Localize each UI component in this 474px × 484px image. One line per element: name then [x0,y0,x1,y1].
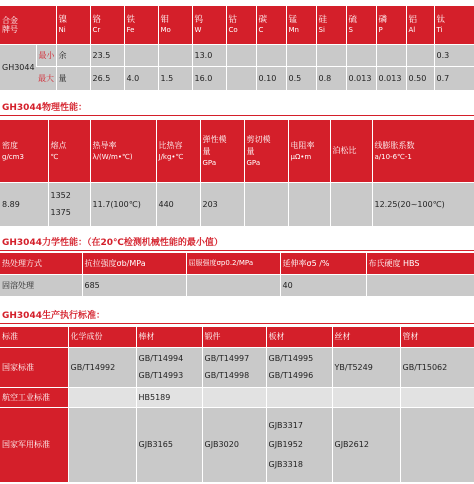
header-unit: GPa [246,158,261,167]
standard-code: GJB3317 [268,421,303,431]
element-header-al [406,6,434,45]
military-standard-row [0,408,474,483]
physical-section-title: GH3044物理性能： [2,103,87,113]
tube-standard [400,408,474,483]
element-name: 铁 [126,15,136,26]
alloy-grade-header [0,6,56,45]
row-label: 国家标准 [0,347,68,387]
standard-code: GJB1952 [268,440,303,450]
element-header-si [316,6,346,45]
plate-header: 板材 [266,327,332,347]
min-label: 最小 [36,45,56,67]
standard-code: GB/T14997 [204,354,250,364]
header-line: 熔点 [50,140,67,150]
resistivity-header [288,120,330,182]
element-name: 锰 [288,15,298,26]
composition-cell [286,45,316,67]
composition-cell [226,66,256,90]
density-header [0,120,48,182]
elongation-value: 40 [280,274,366,296]
composition-cell: 0.5 [286,66,316,90]
section-divider [0,250,474,251]
tube-header: 管材 [400,327,474,347]
production-section-title: GH3044生产执行标准： [2,311,105,321]
tube-standard [400,387,474,407]
composition-cell [158,45,192,67]
plate-standards [266,387,332,407]
composition-min-row [0,45,474,67]
composition-cell: 0.3 [434,45,474,67]
wire-standard: GJB2612 [332,408,400,483]
chemistry-header: 化学成份 [68,327,136,347]
element-header-cr [90,6,124,45]
standard-header: 标准 [0,327,68,347]
header-line: 合金 [2,16,18,26]
header-line: 密度 [2,140,18,150]
header-line: 泊松比 [332,146,357,156]
header-unit: a/10-6℃-1 [374,152,412,161]
element-header-mo [158,6,192,45]
element-symbol: P [378,26,383,35]
mechanical-values-row [0,274,474,296]
composition-cell: 16.0 [192,66,226,90]
physical-header-row [0,120,474,182]
composition-cell [316,45,346,67]
heat-treatment-value: 固溶处理 [0,274,82,296]
forging-standards: GJB3020 [202,408,266,483]
wire-header: 丝材 [332,327,400,347]
element-header-ti [434,6,474,45]
chemistry-standard [68,408,136,483]
element-symbol: Ni [58,26,66,35]
section-divider [0,115,474,116]
composition-cell: 23.5 [90,45,124,67]
melting-point-header [48,120,90,182]
composition-table [0,6,474,90]
element-name: 钼 [160,15,170,26]
element-name: 钴 [228,15,238,26]
thermal-conductivity-value: 11.7(100℃) [90,182,156,226]
element-name: 硫 [348,15,358,26]
composition-cell: 13.0 [192,45,226,67]
elastic-modulus-value: 203 [200,182,244,226]
standard-code: GB/T14993 [138,371,184,381]
density-value: 8.89 [0,182,48,226]
header-unit: J/kg•℃ [158,152,184,161]
physical-table [0,120,474,226]
element-symbol: Fe [126,26,135,35]
tensile-strength-value: 685 [82,274,186,296]
bar-standards [136,347,202,387]
ni-balance-bottom: 量 [56,66,90,90]
standard-code: GB/T14996 [268,371,314,381]
header-unit: GPa [202,158,217,167]
expansion-coefficient-value: 12.25(20~100℃) [372,182,474,226]
element-header-w [192,6,226,45]
element-symbol: Al [408,26,416,35]
production-table [0,327,474,482]
header-unit: ℃ [50,152,59,161]
tube-standard: GB/T15062 [400,347,474,387]
composition-cell: 0.013 [376,66,406,90]
composition-max-row [0,66,474,90]
production-header-row [0,327,474,347]
wire-standard [332,387,400,407]
chemistry-standard: GB/T14992 [68,347,136,387]
composition-cell [406,45,434,67]
hardness-header: 布氏硬度 HBS [366,253,474,274]
element-symbol: Mo [160,26,171,35]
poisson-ratio-value [330,182,372,226]
forging-standards [202,347,266,387]
plate-standards [266,347,332,387]
element-name: 磷 [378,15,388,26]
composition-cell: 0.7 [434,66,474,90]
thermal-conductivity-header [90,120,156,182]
composition-cell: 26.5 [90,66,124,90]
element-symbol: Cr [92,26,101,35]
element-header-ni [56,6,90,45]
forging-header: 锻件 [202,327,266,347]
bar-header: 棒材 [136,327,202,347]
element-name: 镍 [58,15,68,26]
row-label: 国家军用标准 [0,408,68,483]
standard-code: GB/T14998 [204,371,250,381]
header-unit: μΩ•m [290,152,312,161]
element-name: 铝 [408,15,418,26]
plate-standards [266,408,332,483]
element-name: 硅 [318,15,328,26]
element-header-mn [286,6,316,45]
forging-standards [202,387,266,407]
header-line: 线膨胀系数 [374,140,415,150]
heat-treatment-header: 热处理方式 [0,253,82,274]
bar-standards: GJB3165 [136,408,202,483]
composition-cell: 1.5 [158,66,192,90]
mechanical-header-row [0,253,474,274]
chemistry-standard [68,387,136,407]
header-unit: λ/(W/m•℃) [92,152,133,161]
element-header-co [226,6,256,45]
element-symbol: S [348,26,353,35]
bar-standards: HB5189 [136,387,202,407]
expansion-coefficient-header [372,120,474,182]
header-line: 剪切模 [246,134,271,144]
shear-modulus-value [244,182,288,226]
alloy-grade: GH3044 [0,45,36,90]
shear-modulus-header [244,120,288,182]
composition-cell [124,45,158,67]
standard-code: GJB3318 [268,459,303,469]
national-standard-row [0,347,474,387]
element-name: 钛 [436,15,446,26]
composition-cell: 0.50 [406,66,434,90]
standard-code: GB/T14994 [138,354,184,364]
mechanical-table [0,253,474,296]
header-line: 弹性模 [202,134,227,144]
header-line: 量 [246,146,255,156]
element-name: 钨 [194,15,204,26]
wire-standard: YB/T5249 [332,347,400,387]
header-line: 热导率 [92,140,117,150]
composition-cell [346,45,376,67]
element-symbol: Mn [288,26,299,35]
section-divider [0,323,474,324]
melting-high: 1375 [50,208,71,218]
element-name: 碳 [258,15,268,26]
specific-heat-value: 440 [156,182,200,226]
standard-code: GB/T14995 [268,354,314,364]
element-name: 铬 [92,15,102,26]
composition-cell: 0.10 [256,66,286,90]
hardness-value [366,274,474,296]
specific-heat-header [156,120,200,182]
tensile-strength-header: 抗拉强度σb/MPa [82,253,186,274]
header-line: 量 [202,146,211,156]
element-symbol: C [258,26,264,35]
element-symbol: Ti [436,26,443,35]
element-header-fe [124,6,158,45]
composition-cell: 0.013 [346,66,376,90]
composition-cell [226,45,256,67]
melting-point-value [48,182,90,226]
melting-low: 1352 [50,191,71,201]
element-symbol: Si [318,26,325,35]
element-symbol: Co [228,26,238,35]
element-symbol: W [194,26,202,35]
element-header-s [346,6,376,45]
aviation-standard-row [0,387,474,407]
yield-strength-header: 屈服强度σp0.2/MPa [186,253,280,274]
composition-cell [256,45,286,67]
header-unit: g/cm3 [2,152,24,161]
resistivity-value [288,182,330,226]
header-line: 电阻率 [290,140,315,150]
composition-header-row [0,6,474,45]
element-header-c [256,6,286,45]
row-label: 航空工业标准 [0,387,68,407]
elongation-header: 延伸率σ5 /% [280,253,366,274]
header-line: 比热容 [158,140,183,150]
composition-cell: 0.8 [316,66,346,90]
header-line: 牌号 [2,25,18,35]
ni-balance-top: 余 [56,45,90,67]
composition-cell [376,45,406,67]
composition-cell: 4.0 [124,66,158,90]
element-header-p [376,6,406,45]
max-label: 最大 [36,66,56,90]
physical-values-row [0,182,474,226]
elastic-modulus-header [200,120,244,182]
yield-strength-value [186,274,280,296]
poisson-ratio-header [330,120,372,182]
mechanical-section-title: GH3044力学性能：（在20℃检测机械性能的最小值） [2,238,223,248]
